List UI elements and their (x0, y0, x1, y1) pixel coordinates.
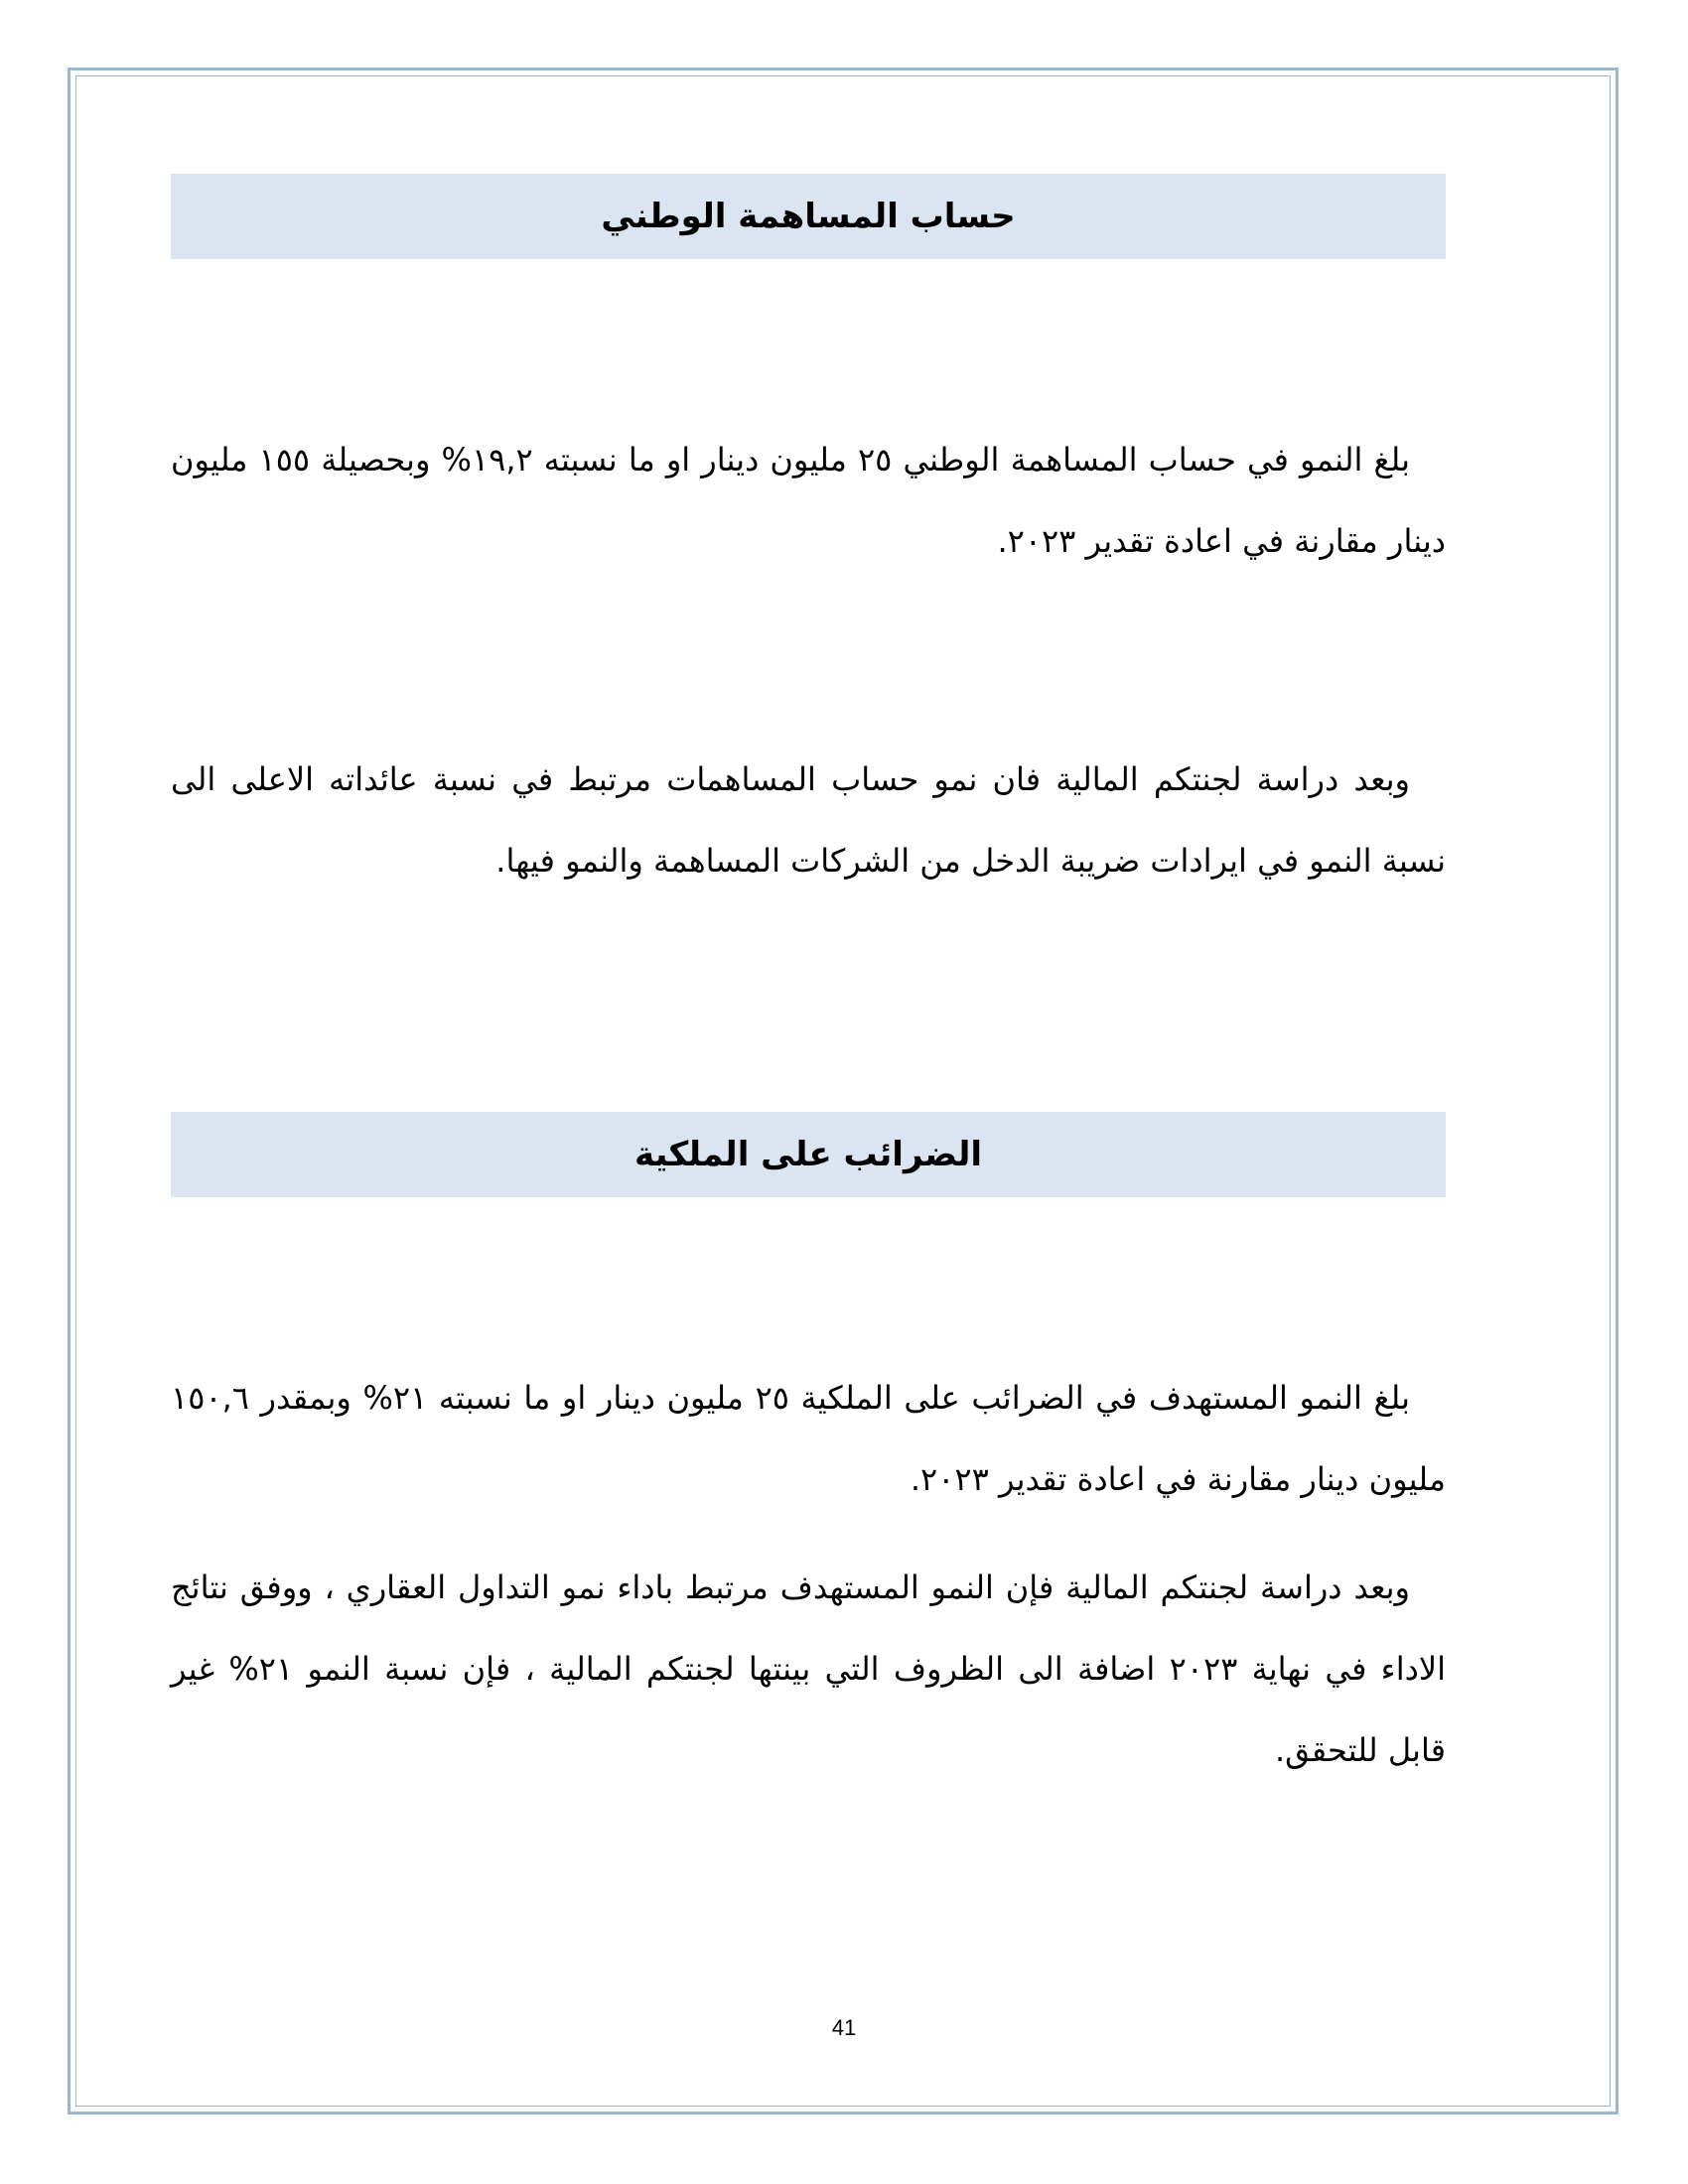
paragraph-property-tax-analysis: وبعد دراسة لجنتكم المالية فإن النمو المستهدف مرتبط باداء نمو التداول العقاري ، ووفق نتائج الاداء في نهاية ٢٠٢٣ اضافة الى الظروف التي بينتها لجنتكم المالية ، فإن نسبة النمو ٢١% غير قابل للتحقق. (171, 1569, 1447, 1769)
paragraph-property-tax-growth: بلغ النمو المستهدف في الضرائب على الملكية ٢٥ مليون دينار او ما نسبته ٢١% وبمقدر ١٥٠,٦ مليون دينار مقارنة في اعادة تقدير ٢٠٢٣. (171, 1379, 1446, 1498)
section-heading-national-contribution (171, 174, 1446, 259)
page-number: 41 (831, 2015, 857, 2040)
paragraph-contribution-growth: بلغ النمو في حساب المساهمة الوطني ٢٥ مليون دينار او ما نسبته ١٩,٢% وبحصيلة ١٥٥ مليون دينار مقارنة في اعادة تقدير ٢٠٢٣. (171, 441, 1446, 560)
page-border-inner (75, 75, 1611, 2107)
section-heading-text: حساب المساهمة الوطني (601, 197, 1016, 236)
section-heading-property-taxes (171, 1112, 1446, 1197)
paragraph-contribution-analysis: وبعد دراسة لجنتكم المالية فان نمو حساب المساهمات مرتبط في نسبة عائداته الاعلى الى نسبة النمو في ايرادات ضريبة الدخل من الشركات المساهمة والنمو فيها. (171, 760, 1446, 880)
section-heading-text: الضرائب على الملكية (633, 1135, 983, 1174)
